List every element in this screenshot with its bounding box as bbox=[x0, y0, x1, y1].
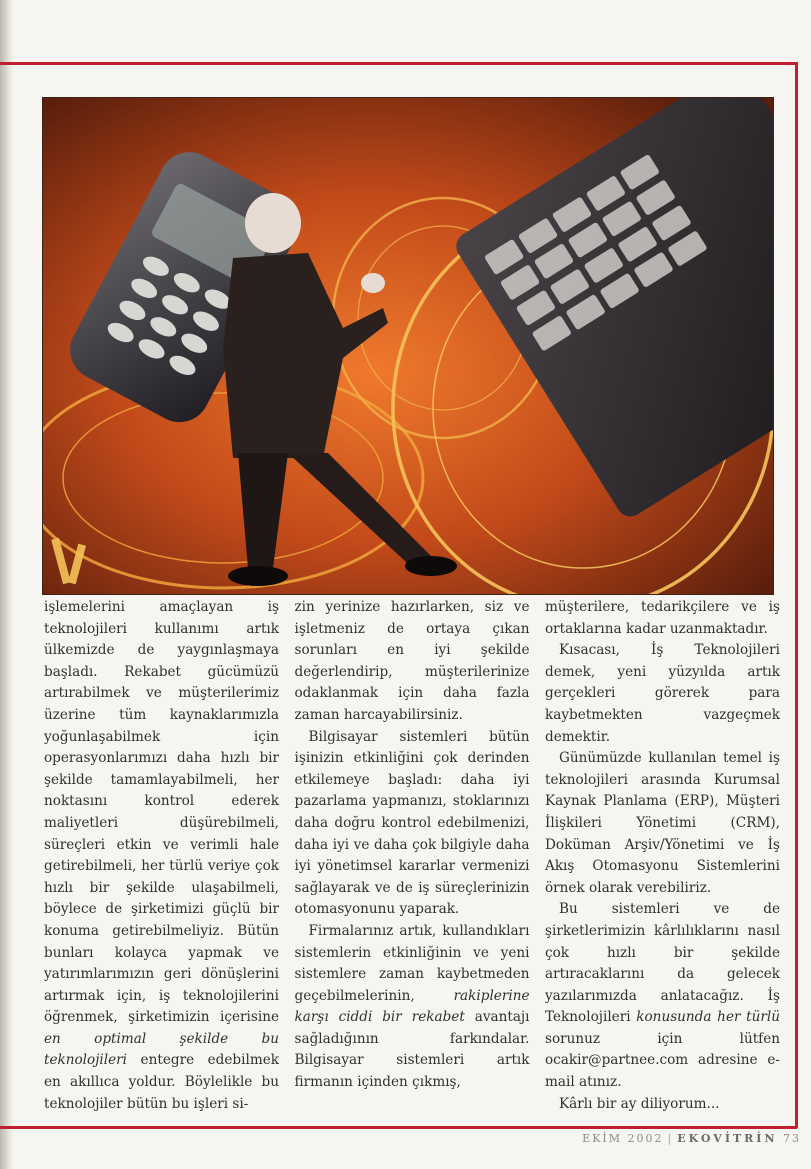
page-fold-shadow bbox=[0, 0, 14, 1169]
page-footer bbox=[582, 1132, 801, 1145]
article-column-2 bbox=[295, 597, 530, 1109]
column-1-paragraph: işlemelerini amaçlayan iş teknolojileri kullanımı artık ülkemizde de yaygınlaşmaya başladı. Rekabet gücümüzü artırabilmek ve müşterilerimiz üzerine tüm kaynaklarımızla yoğunlaşabilmek için operasyonlarımızı daha hızlı bir şekilde tamamlayabilmeli, her noktasını kontrol ederek maliyetleri düşürebilmeli, süreçleri etkin ve verimli hale getirebilmeli, her türlü veriye çok hızlı bir şekilde ulaşabilmeli, böylece de şirketimizi güçlü bir konuma getirebilmeliyiz. Bütün bunları kolayca yapmak ve yatırımlarımızın geri dönüşlerini artırmak için, iş teknolojilerini öğrenmek, şirketimizin içerisine en optimal şekilde bu teknolojileri entegre edebilmek en akıllıca yoldur. Böylelikle bu teknolojiler bütün bu işleri si- bbox=[44, 599, 279, 1112]
column-3-paragraph-5: Kârlı bir ay diliyorum... bbox=[559, 1095, 720, 1112]
red-frame-bottom bbox=[0, 1126, 797, 1129]
italic-phrase: konusunda her türlü bbox=[636, 1009, 780, 1026]
italic-phrase: en optimal şekilde bu teknolojileri bbox=[44, 1030, 279, 1069]
column-3-paragraph-4: Bu sistemleri ve de şirketlerimizin kârlılıklarını nasıl çok hızlı bir şekilde artıracaklarını da gelecek yazılarımızda anlatacağız. İş Teknolojileri konusunda her türlü sorunuz için lütfen ocakir@partnee.com adresine e-mail atınız. bbox=[545, 901, 780, 1091]
red-frame-right bbox=[795, 62, 798, 1128]
magazine-name: EKOVİTRİN bbox=[677, 1132, 778, 1145]
column-3-paragraph-1: müşterilere, tedarikçilere ve iş ortaklarına kadar uzanmaktadır. bbox=[545, 599, 780, 637]
article-photo bbox=[42, 97, 774, 595]
page-number: 73 bbox=[783, 1132, 801, 1145]
column-2-paragraph-1: zin yerinize hazırlarken, siz ve işletmeniz de ortaya çıkan sorunları en iyi şekilde değerlendirip, müşterilerinize odaklanmak için daha fazla zaman harcayabilirsiniz. bbox=[294, 599, 530, 723]
column-3-paragraph-3: Günümüzde kullanılan temel iş teknolojileri arasında Kurumsal Kaynak Planlama (ERP), Müşteri İlişkileri Yönetimi (CRM), Doküman Arşiv/Yönetimi ve İş Akış Otomasyonu Sistemlerini örnek olarak verebiliriz. bbox=[545, 750, 780, 896]
red-frame-top bbox=[0, 62, 797, 65]
article-column-1 bbox=[44, 597, 279, 1112]
column-2-paragraph-3: Firmalarınız artık, kullandıkları sistemlerin etkinliğinin ve yeni sistemlere zaman kaybetmeden geçebilmelerinin, rakiplerine karşı ciddi bir rekabet avantajı sağladığının farkındalar. Bilgisayar sistemleri artık firmanın içinden çıkmış, bbox=[294, 922, 530, 1091]
column-2-paragraph-2: Bilgisayar sistemleri bütün işinizin etkinliğini çok derinden etkilemeye başladı: daha iyi pazarlama yapmanızı, stoklarınızı daha doğru kontrol edebilmenizi, daha iyi ve daha çok bilgiyle daha iyi yönetimsel kararlar vermenizi sağlayarak ve de iş süreçlerinizin otomasyonunu yaparak. bbox=[294, 728, 530, 918]
italic-phrase: rakiplerine karşı ciddi bir rekabet bbox=[294, 987, 530, 1026]
article-columns bbox=[44, 597, 780, 1112]
businessman-clock-illustration bbox=[43, 98, 773, 594]
footer-separator: | bbox=[667, 1132, 674, 1145]
column-3-paragraph-2: Kısacası, İş Teknolojileri demek, yeni yüzyılda artık gerçekleri görerek para kaybetmekten vazgeçmek demektir. bbox=[545, 642, 780, 745]
article-column-3 bbox=[545, 597, 780, 1112]
issue-date: EKİM 2002 bbox=[582, 1132, 664, 1145]
